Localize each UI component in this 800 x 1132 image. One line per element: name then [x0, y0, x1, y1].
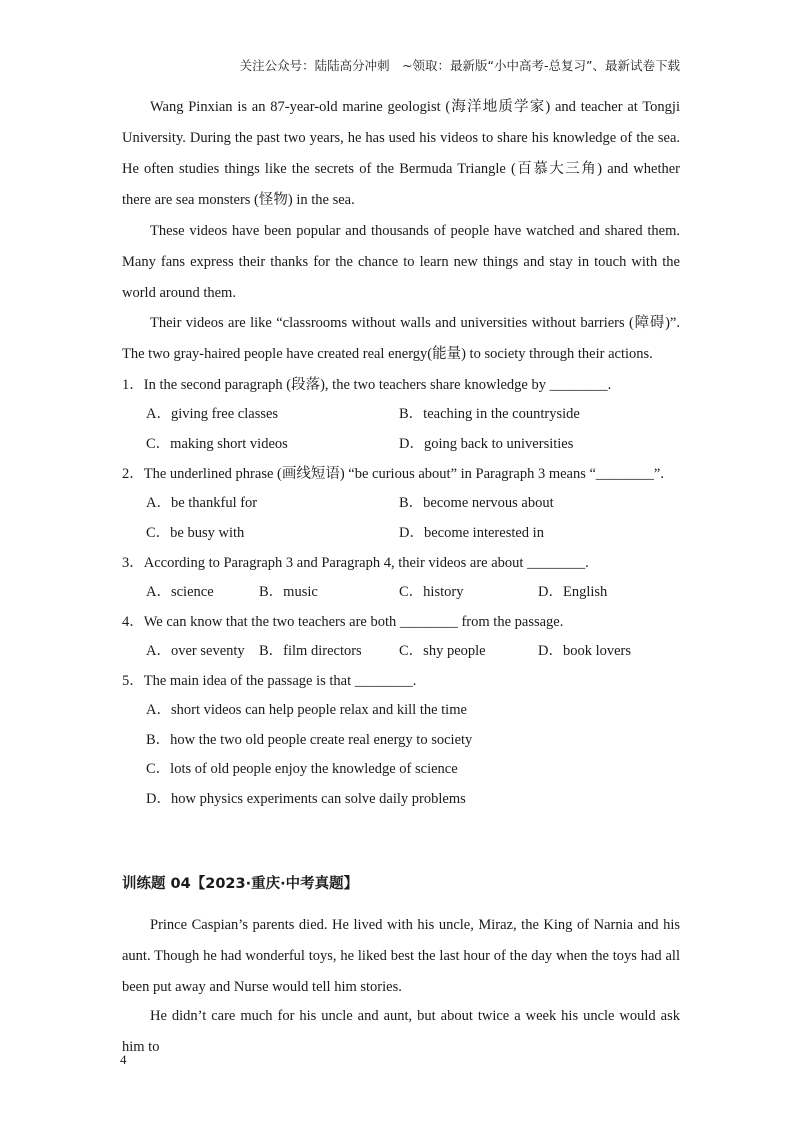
- question-2-option-d: D．become interested in: [399, 525, 544, 541]
- question-3-option-b: B．music: [259, 584, 318, 600]
- question-3-option-c: C．history: [399, 584, 464, 600]
- question-4-option-a: A．over seventy: [146, 643, 245, 659]
- passage-paragraph-2: These videos have been popular and thousands of people have watched and shared them. Many fans express their thanks for the chance to learn new things and stay in touch with the world around them.: [122, 223, 680, 301]
- question-5-stem: 5．The main idea of the passage is that ________.: [122, 673, 417, 689]
- question-2-stem: 2．The underlined phrase (画线短语) “be curious about” in Paragraph 3 means “________”.: [122, 466, 664, 482]
- section-paragraph-2: He didn’t care much for his uncle and aunt, but about twice a week his uncle would ask him to: [122, 1008, 680, 1055]
- question-5-option-c: C．lots of old people enjoy the knowledge of science: [146, 761, 458, 777]
- question-5-option-b: B．how the two old people create real energy to society: [146, 732, 473, 748]
- page-header: 关注公众号：陆陆高分冲刺 ~领取：最新版“小中高考-总复习”、最新试卷下载: [239, 58, 680, 73]
- question-1-stem: 1．In the second paragraph (段落), the two teachers share knowledge by ________.: [122, 377, 612, 393]
- question-3-option-a: A．science: [146, 584, 214, 600]
- question-1-option-d: D．going back to universities: [399, 436, 574, 452]
- passage-paragraph-1: Wang Pinxian is an 87-year-old marine geologist (海洋地质学家) and teacher at Tongji University. During the past two years, he has used his videos to share his knowledge of the sea. He often studies things like the secrets of the Bermuda Triangle (百慕大三角) and whether there are sea monsters (怪物) in the sea.: [122, 99, 680, 208]
- page-number: 4: [120, 1052, 127, 1067]
- question-1-option-b: B．teaching in the countryside: [399, 406, 580, 422]
- section-title: 训练题 04【2023·重庆·中考真题】: [122, 876, 359, 892]
- question-1-option-a: A．giving free classes: [146, 406, 279, 422]
- question-4-option-b: B．film directors: [259, 643, 362, 659]
- question-4-stem: 4．We can know that the two teachers are both ________ from the passage.: [122, 614, 564, 630]
- section-paragraph-1: Prince Caspian’s parents died. He lived with his uncle, Miraz, the King of Narnia and his aunt. Though he had wonderful toys, he liked best the last hour of the day when the toys had all been put away and Nurse would tell him stories.: [122, 917, 680, 995]
- question-4-option-c: C．shy people: [399, 643, 486, 659]
- question-3-stem: 3．According to Paragraph 3 and Paragraph 4, their videos are about ________.: [122, 555, 589, 571]
- question-2-option-c: C．be busy with: [146, 525, 245, 541]
- question-2-option-a: A．be thankful for: [146, 495, 258, 511]
- question-2-option-b: B．become nervous about: [399, 495, 554, 511]
- passage-paragraph-3: Their videos are like “classrooms without walls and universities without barriers (障碍)”. The two gray-haired people have created real energy(能量) to society through their actions.: [122, 315, 680, 362]
- question-1-option-c: C．making short videos: [146, 436, 288, 452]
- question-5-option-d: D．how physics experiments can solve daily problems: [146, 791, 466, 807]
- question-3-option-d: D．English: [538, 584, 608, 600]
- question-4-option-d: D．book lovers: [538, 643, 632, 659]
- question-5-option-a: A．short videos can help people relax and kill the time: [146, 702, 467, 718]
